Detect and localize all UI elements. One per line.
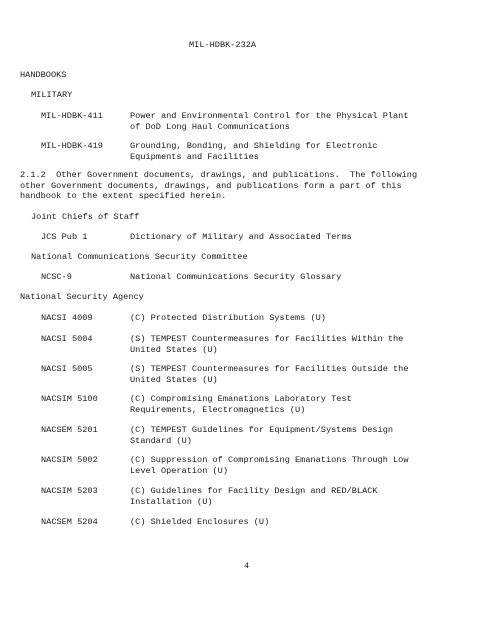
reference-title: Equipments and Facilities — [130, 151, 259, 162]
document-header: MIL-HDBK-232A — [189, 40, 257, 50]
agency-heading-ncsc: National Communications Security Committee — [31, 252, 248, 262]
reference-id: NCSC-9 — [41, 272, 72, 282]
reference-id: MIL-HDBK-411 — [41, 111, 103, 121]
reference-title: (C) Suppression of Compromising Emanations Through Low — [130, 455, 409, 465]
reference-id: NACSIM 5203 — [41, 486, 98, 496]
reference-title: (S) TEMPEST Countermeasures for Facilities Outside the — [130, 364, 409, 374]
reference-title: United States (U) — [130, 374, 218, 385]
reference-id: NACSEM 5201 — [41, 425, 98, 435]
reference-title: United States (U) — [130, 344, 218, 355]
reference-title: Standard (U) — [130, 435, 192, 446]
reference-title: (C) Guidelines for Facility Design and RED/BLACK — [130, 486, 378, 496]
reference-title: (C) TEMPEST Guidelines for Equipment/Systems Design — [130, 425, 394, 435]
reference-id: NACSI 5005 — [41, 364, 93, 374]
reference-title: (C) Compromising Emanations Laboratory Test — [130, 394, 352, 404]
reference-title: (C) Protected Distribution Systems (U) — [130, 313, 326, 323]
subsection-heading-military: MILITARY — [31, 90, 73, 100]
section-heading-handbooks: HANDBOOKS — [20, 70, 67, 80]
reference-id: NACSEM 5204 — [41, 517, 98, 527]
reference-id: MIL-HDBK-419 — [41, 141, 103, 151]
agency-heading-jcs: Joint Chiefs of Staff — [31, 212, 140, 222]
agency-heading-nsa: National Security Agency — [20, 292, 144, 302]
reference-id: NACSI 5004 — [41, 334, 93, 344]
reference-id: NACSIM 5100 — [41, 394, 98, 404]
reference-title: (S) TEMPEST Countermeasures for Facilities Within the — [130, 334, 404, 344]
reference-title: Dictionary of Military and Associated Terms — [130, 232, 352, 242]
reference-title: Power and Environmental Control for the Physical Plant — [130, 111, 409, 121]
paragraph-line: other Government documents, drawings, and publications form a part of this — [20, 180, 402, 191]
reference-id: NACSI 4009 — [41, 313, 93, 323]
reference-title: National Communications Security Glossary — [130, 272, 342, 282]
paragraph-line: 2.1.2 Other Government documents, drawings, and publications. The following — [20, 170, 418, 180]
reference-id: NACSIM 5002 — [41, 455, 98, 465]
reference-title: Grounding, Bonding, and Shielding for Electronic — [130, 141, 378, 151]
page-number: 4 — [244, 561, 250, 571]
reference-title: Installation (U) — [130, 496, 213, 507]
reference-title: Level Operation (U) — [130, 465, 228, 476]
paragraph-line: handbook to the extent specified herein. — [20, 191, 227, 201]
reference-title: Requirements, Electromagnetics (U) — [130, 404, 306, 415]
reference-title: (C) Shielded Enclosures (U) — [130, 517, 270, 527]
reference-id: JCS Pub 1 — [41, 232, 88, 242]
reference-title: of DoD Long Haul Communications — [130, 121, 290, 132]
